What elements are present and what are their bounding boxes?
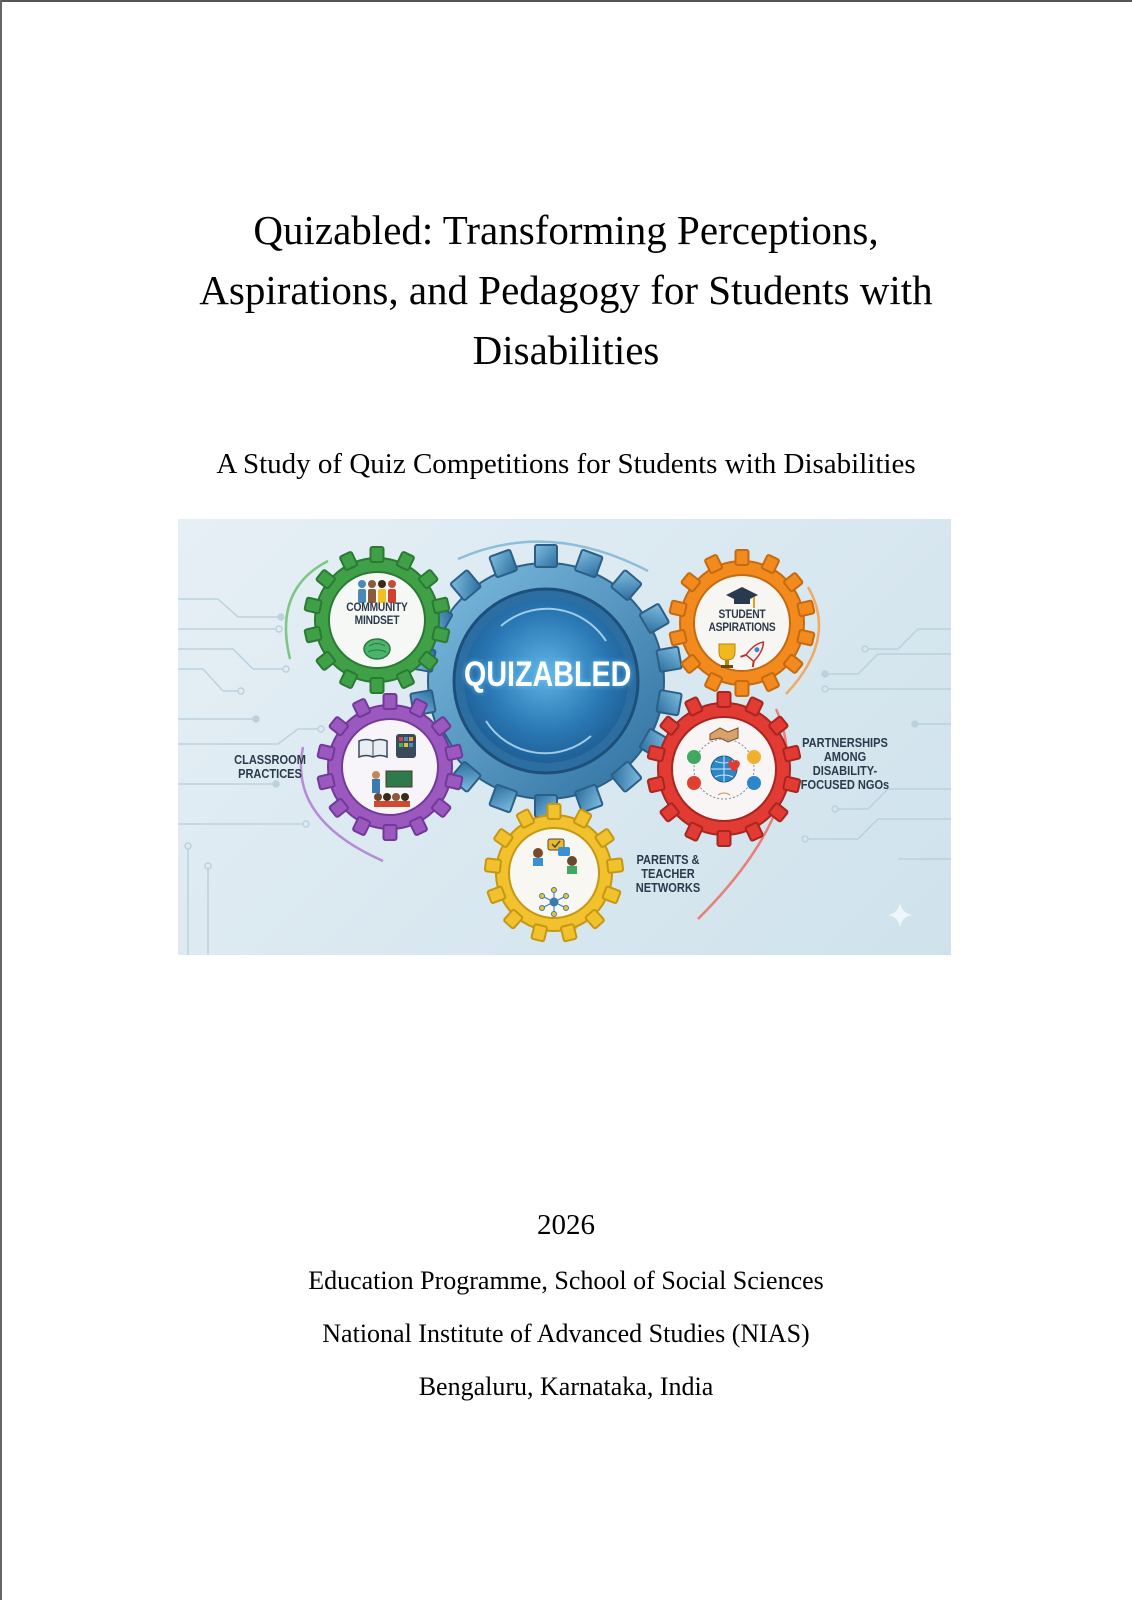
side-label-line: FOCUSED NGOs [800,777,890,792]
gear-tooth [647,776,665,792]
gear-tooth [561,924,577,942]
side-label-line: PARTNERSHIPS [802,735,888,750]
gear-tooth [445,774,463,790]
gear-tooth [669,600,687,616]
gear-tooth [647,746,665,762]
gear-tooth [531,924,547,942]
side-label-line: PARENTS & [636,852,700,867]
gear-tooth [384,825,397,840]
side-label-line: CLASSROOM [234,752,306,767]
gear-tooth [656,647,681,672]
book-icon [359,740,387,758]
gear-tooth [432,627,450,643]
gear-tooth [384,694,397,709]
center-label: QUIZABLED [464,655,632,694]
gear-tooth [656,690,681,715]
gear-parents [485,804,624,942]
gear-tooth [548,804,561,819]
gear-tooth [669,630,687,646]
side-label-line: TEACHER [641,866,695,881]
affiliation-line: National Institute of Advanced Studies (NIAS) [322,1319,810,1348]
document-title [120,200,1012,380]
document-subtitle: A Study of Quiz Competitions for Students with Disabilities [216,448,916,480]
gear-tooth [797,600,815,616]
side-label-parents [626,853,711,895]
affiliation-line: Bengaluru, Karnataka, India [418,1372,714,1401]
gear-tooth [445,744,463,760]
gear-tooth [317,744,335,760]
gear-tooth [736,550,749,565]
page-border [0,0,2,1600]
gear-tooth [485,858,501,873]
tablet-icon [396,734,416,758]
gear-tooth [736,681,749,696]
gear-tooth [432,597,450,613]
brain-icon [364,639,390,659]
gear-tooth [797,630,815,646]
side-label-line: NETWORKS [635,880,701,895]
sparkle-icon [888,903,912,927]
gear-tooth [371,547,384,562]
gear-tooth [718,692,731,707]
gear-tooth [304,597,322,613]
gear-tooth [371,678,384,693]
publication-year: 2026 [537,1209,595,1241]
title-line: Disabilities [472,327,660,373]
gear-label-student [695,608,789,634]
gear-label-line: ASPIRATIONS [708,620,776,634]
side-label-line: PRACTICES [238,766,302,781]
gear-tooth [535,545,557,567]
affiliation-line: Education Programme, School of Social Sciences [308,1266,824,1295]
gear-tooth [607,858,623,873]
cover-illustration [178,519,951,955]
gear-label-line: MINDSET [354,613,400,627]
gear-tooth [317,774,335,790]
title-line: Aspirations, and Pedagogy for Students with [199,267,933,313]
side-label-classroom [228,753,313,781]
side-label-line: DISABILITY- [812,763,878,778]
side-label-line: AMONG [823,749,867,764]
gear-label-line: COMMUNITY [346,600,408,614]
gear-tooth [304,627,322,643]
gear-label-line: STUDENT [718,607,766,621]
gear-label-community [335,601,420,627]
side-label-partnerships [794,736,896,792]
page-border [0,0,1132,2]
title-line: Quizabled: Transforming Perceptions, [253,207,879,253]
gear-tooth [718,831,731,846]
